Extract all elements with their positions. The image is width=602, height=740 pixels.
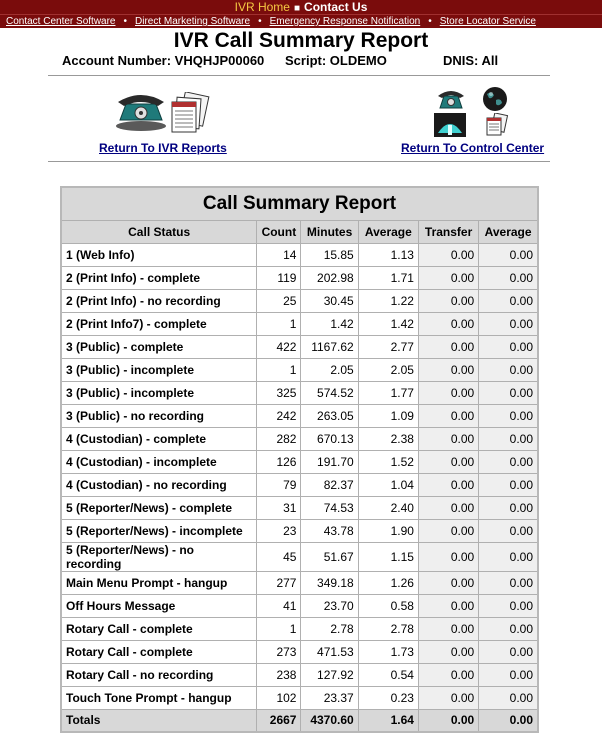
cell-call-status: 1 (Web Info) xyxy=(61,243,257,266)
col-average: Average xyxy=(358,220,418,243)
divider-top xyxy=(48,75,550,76)
cell-average: 1.90 xyxy=(358,519,418,542)
cell-average: 2.77 xyxy=(358,335,418,358)
cell-average: 2.05 xyxy=(358,358,418,381)
cell-average: 1.22 xyxy=(358,289,418,312)
cell-transfer: 0.00 xyxy=(418,381,478,404)
table-row xyxy=(61,243,538,266)
header-row xyxy=(61,220,538,243)
cell-call-status: Touch Tone Prompt - hangup xyxy=(61,686,257,709)
table-row xyxy=(61,335,538,358)
cell-transfer-average: 0.00 xyxy=(479,404,538,427)
cell-call-status: 3 (Public) - no recording xyxy=(61,404,257,427)
cell-transfer-average: 0.00 xyxy=(479,335,538,358)
cell-minutes: 574.52 xyxy=(301,381,358,404)
cell-transfer: 0.00 xyxy=(418,542,478,571)
table-row xyxy=(61,289,538,312)
cell-average: 1.73 xyxy=(358,640,418,663)
cell-count: 273 xyxy=(257,640,301,663)
cell-count: 23 xyxy=(257,519,301,542)
cell-call-status: 5 (Reporter/News) - no recording xyxy=(61,542,257,571)
cell-average: 2.38 xyxy=(358,427,418,450)
table-row xyxy=(61,542,538,571)
cell-count: 31 xyxy=(257,496,301,519)
col-transfer: Transfer xyxy=(418,220,478,243)
cell-minutes: 74.53 xyxy=(301,496,358,519)
cell-minutes: 1167.62 xyxy=(301,335,358,358)
report-title: Call Summary Report xyxy=(61,187,538,220)
cell-call-status: 4 (Custodian) - incomplete xyxy=(61,450,257,473)
cell-transfer: 0.00 xyxy=(418,594,478,617)
cell-transfer: 0.00 xyxy=(418,571,478,594)
cell-transfer: 0.00 xyxy=(418,640,478,663)
dnis-value: DNIS: All xyxy=(443,53,499,68)
cell-transfer-average: 0.00 xyxy=(479,594,538,617)
table-row xyxy=(61,473,538,496)
cell-transfer-average: 0.00 xyxy=(479,381,538,404)
cell-transfer: 0.00 xyxy=(418,266,478,289)
cell-count: 238 xyxy=(257,663,301,686)
account-number: Account Number: VHQHJP00060 xyxy=(62,53,265,68)
table-row xyxy=(61,427,538,450)
cell-call-status: 5 (Reporter/News) - complete xyxy=(61,496,257,519)
cell-count: 79 xyxy=(257,473,301,496)
cell-minutes: 82.37 xyxy=(301,473,358,496)
cell-transfer-average: 0.00 xyxy=(479,571,538,594)
cell-call-status: 2 (Print Info) - no recording xyxy=(61,289,257,312)
table-row xyxy=(61,571,538,594)
table-row xyxy=(61,266,538,289)
table-row xyxy=(61,450,538,473)
cell-call-status: 3 (Public) - incomplete xyxy=(61,381,257,404)
cell-transfer-average: 0.00 xyxy=(479,663,538,686)
cell-transfer-average: 0.00 xyxy=(479,266,538,289)
cell-transfer: 0.00 xyxy=(418,335,478,358)
phone-icon[interactable] xyxy=(114,86,168,137)
table-row xyxy=(61,519,538,542)
cell-count: 1 xyxy=(257,358,301,381)
cell-transfer-average: 0.00 xyxy=(479,358,538,381)
cell-average: 1.15 xyxy=(358,542,418,571)
report-pages-icon[interactable] xyxy=(170,92,210,139)
contact-us-link[interactable]: Contact Us xyxy=(304,0,368,14)
cell-transfer-average: 0.00 xyxy=(479,617,538,640)
cell-call-status: 4 (Custodian) - complete xyxy=(61,427,257,450)
sub-nav-bar xyxy=(0,14,602,28)
totals-row xyxy=(61,709,538,732)
dish-icon[interactable] xyxy=(434,113,466,142)
cell-average: 1.71 xyxy=(358,266,418,289)
cell-transfer: 0.00 xyxy=(418,519,478,542)
table-row xyxy=(61,312,538,335)
cell-transfer-average: 0.00 xyxy=(479,427,538,450)
cell-minutes: 2.05 xyxy=(301,358,358,381)
cell-minutes: 263.05 xyxy=(301,404,358,427)
totals-label: Totals xyxy=(61,709,257,732)
sub-nav-dot: • xyxy=(123,16,128,27)
cell-minutes: 2.78 xyxy=(301,617,358,640)
cell-average: 2.40 xyxy=(358,496,418,519)
cell-count: 1 xyxy=(257,312,301,335)
cell-average: 1.09 xyxy=(358,404,418,427)
cell-count: 422 xyxy=(257,335,301,358)
page-title: IVR Call Summary Report xyxy=(173,29,429,52)
cell-count: 282 xyxy=(257,427,301,450)
cell-call-status: Main Menu Prompt - hangup xyxy=(61,571,257,594)
totals-count: 2667 xyxy=(257,709,301,732)
sub-nav-dot: • xyxy=(428,16,432,27)
cell-call-status: Rotary Call - no recording xyxy=(61,663,257,686)
cell-minutes: 127.92 xyxy=(301,663,358,686)
table-row xyxy=(61,686,538,709)
table-row xyxy=(61,617,538,640)
cell-average: 1.04 xyxy=(358,473,418,496)
cell-count: 1 xyxy=(257,617,301,640)
cell-transfer: 0.00 xyxy=(418,617,478,640)
cell-average: 0.23 xyxy=(358,686,418,709)
cell-count: 119 xyxy=(257,266,301,289)
cell-average: 1.52 xyxy=(358,450,418,473)
cell-transfer-average: 0.00 xyxy=(479,312,538,335)
return-to-control-center-link[interactable]: Return To Control Center xyxy=(401,141,545,155)
top-nav-bar xyxy=(0,0,602,14)
cell-call-status: 2 (Print Info) - complete xyxy=(61,266,257,289)
sub-link-emergency-response[interactable]: Emergency Response Notification xyxy=(269,16,421,27)
col-count: Count xyxy=(257,220,301,243)
cell-call-status: 5 (Reporter/News) - incomplete xyxy=(61,519,257,542)
col-transfer-average: Average xyxy=(479,220,538,243)
totals-minutes: 4370.60 xyxy=(301,709,358,732)
cell-transfer-average: 0.00 xyxy=(479,289,538,312)
cell-transfer: 0.00 xyxy=(418,496,478,519)
sub-nav-dot: • xyxy=(258,16,262,27)
cell-call-status: Rotary Call - complete xyxy=(61,640,257,663)
table-row xyxy=(61,358,538,381)
return-to-ivr-reports-link[interactable]: Return To IVR Reports xyxy=(99,141,227,155)
nav-separator: ■ xyxy=(293,3,301,14)
totals-average: 1.64 xyxy=(358,709,418,732)
ivr-home-link[interactable]: IVR Home xyxy=(234,0,290,14)
cell-count: 102 xyxy=(257,686,301,709)
cell-transfer: 0.00 xyxy=(418,312,478,335)
totals-transfer-average: 0.00 xyxy=(479,709,538,732)
cell-count: 277 xyxy=(257,571,301,594)
totals-transfer: 0.00 xyxy=(418,709,478,732)
cell-minutes: 43.78 xyxy=(301,519,358,542)
cell-transfer: 0.00 xyxy=(418,358,478,381)
table-row xyxy=(61,594,538,617)
col-call-status: Call Status xyxy=(61,220,257,243)
cell-average: 1.77 xyxy=(358,381,418,404)
cell-call-status: 3 (Public) - complete xyxy=(61,335,257,358)
cell-transfer-average: 0.00 xyxy=(479,496,538,519)
cell-call-status: 3 (Public) - incomplete xyxy=(61,358,257,381)
cell-call-status: Off Hours Message xyxy=(61,594,257,617)
sub-link-store-locator[interactable]: Store Locator Service xyxy=(439,16,536,27)
cell-minutes: 202.98 xyxy=(301,266,358,289)
cell-transfer: 0.00 xyxy=(418,473,478,496)
cell-transfer: 0.00 xyxy=(418,686,478,709)
cell-minutes: 1.42 xyxy=(301,312,358,335)
cell-minutes: 471.53 xyxy=(301,640,358,663)
cell-average: 1.26 xyxy=(358,571,418,594)
cell-transfer: 0.00 xyxy=(418,663,478,686)
script-name: Script: OLDEMO xyxy=(285,53,387,68)
cell-minutes: 30.45 xyxy=(301,289,358,312)
table-row xyxy=(61,496,538,519)
sub-link-contact-center[interactable]: Contact Center Software xyxy=(6,16,116,27)
col-minutes: Minutes xyxy=(301,220,358,243)
cell-count: 126 xyxy=(257,450,301,473)
cell-average: 1.42 xyxy=(358,312,418,335)
cell-transfer-average: 0.00 xyxy=(479,519,538,542)
cell-count: 325 xyxy=(257,381,301,404)
cell-transfer-average: 0.00 xyxy=(479,686,538,709)
cell-minutes: 23.37 xyxy=(301,686,358,709)
cell-minutes: 670.13 xyxy=(301,427,358,450)
cell-transfer: 0.00 xyxy=(418,243,478,266)
divider-bottom xyxy=(48,161,550,162)
cell-call-status: Rotary Call - complete xyxy=(61,617,257,640)
cell-transfer-average: 0.00 xyxy=(479,542,538,571)
cell-transfer: 0.00 xyxy=(418,450,478,473)
cell-transfer-average: 0.00 xyxy=(479,450,538,473)
cell-transfer-average: 0.00 xyxy=(479,473,538,496)
cell-call-status: 4 (Custodian) - no recording xyxy=(61,473,257,496)
table-row xyxy=(61,381,538,404)
cell-count: 41 xyxy=(257,594,301,617)
cell-call-status: 2 (Print Info7) - complete xyxy=(61,312,257,335)
call-summary-table xyxy=(60,186,539,733)
table-row xyxy=(61,663,538,686)
cell-average: 2.78 xyxy=(358,617,418,640)
cell-average: 1.13 xyxy=(358,243,418,266)
cell-average: 0.58 xyxy=(358,594,418,617)
cell-count: 14 xyxy=(257,243,301,266)
cell-minutes: 15.85 xyxy=(301,243,358,266)
cell-minutes: 349.18 xyxy=(301,571,358,594)
cell-count: 242 xyxy=(257,404,301,427)
table-row xyxy=(61,404,538,427)
cell-average: 0.54 xyxy=(358,663,418,686)
cell-minutes: 23.70 xyxy=(301,594,358,617)
cell-transfer: 0.00 xyxy=(418,404,478,427)
cell-transfer: 0.00 xyxy=(418,289,478,312)
cell-transfer-average: 0.00 xyxy=(479,243,538,266)
cell-count: 25 xyxy=(257,289,301,312)
sub-link-direct-marketing[interactable]: Direct Marketing Software xyxy=(135,16,251,27)
cell-minutes: 191.70 xyxy=(301,450,358,473)
cell-count: 45 xyxy=(257,542,301,571)
cell-minutes: 51.67 xyxy=(301,542,358,571)
report-pages-icon[interactable] xyxy=(485,113,509,142)
cell-transfer: 0.00 xyxy=(418,427,478,450)
table-row xyxy=(61,640,538,663)
cell-transfer-average: 0.00 xyxy=(479,640,538,663)
